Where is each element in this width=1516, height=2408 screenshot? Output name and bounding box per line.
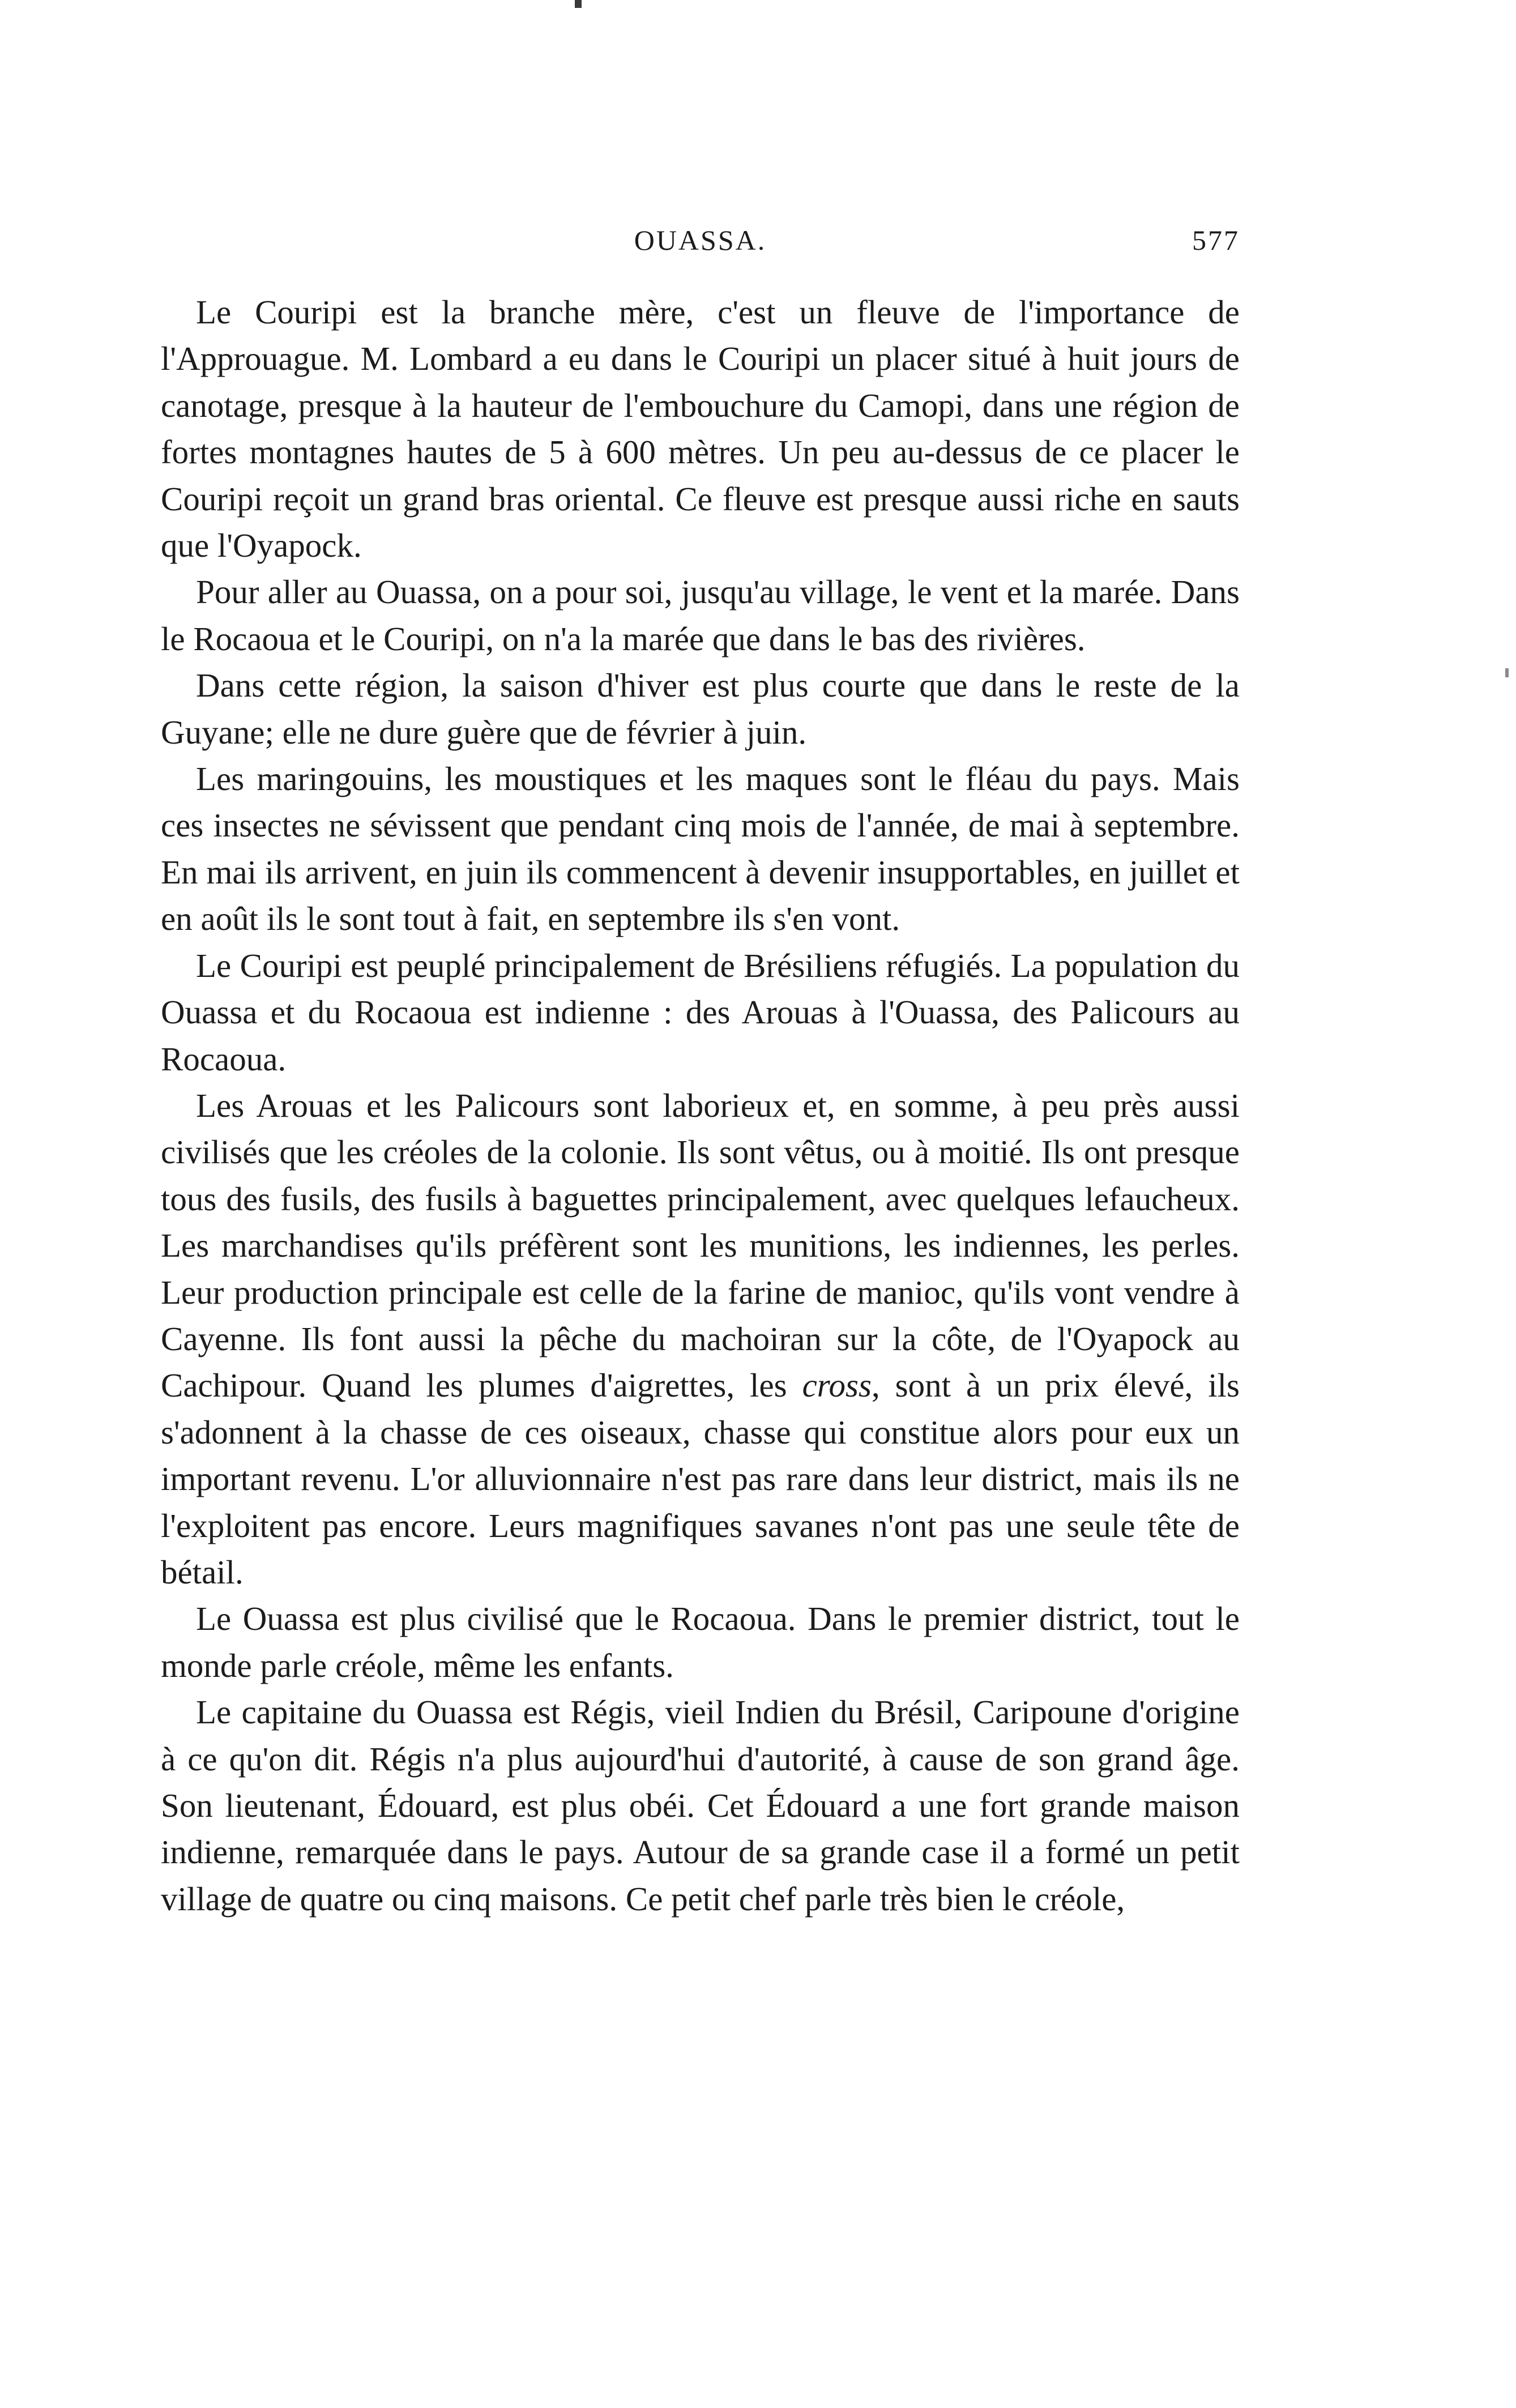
scan-edge-mark [1505, 668, 1509, 677]
italic-term: cross [802, 1367, 872, 1404]
paragraph: Le Couripi est peuplé principalement de Brésiliens réfugiés. La population du Ouassa et du Rocaoua est indienne : des Arouas à l'Ouassa, des Palicours au Rocaoua. [161, 946, 1240, 1078]
paragraph-text: Les Arouas et les Palicours sont laborieux et, en somme, à peu près aussi civilisés que les créoles de la colonie. Ils sont vêtus, ou à moitié. Ils ont presque tous des fusils, des fusils à baguettes principalement, avec quelques lefaucheux. Les marchandises qu'ils préfèrent sont les munitions, les indiennes, les perles. Leur production principale est celle de la farine de manioc, qu'ils vont vendre à Cayenne. Ils font aussi la pêche du machoiran sur la côte, de l'Oyapock au Cachipour. Quand les plumes d'aigrettes, les [161, 1086, 1240, 1404]
paragraph-text: , sont à un prix élevé, ils s'adonnent à la chasse de ces oiseaux, chasse qui constitue alors pour eux un important revenu. L'or alluvionnaire n'est pas rare dans leur district, mais ils ne l'exploitent pas encore. Leurs magnifiques savanes n'ont pas une seule tête de bétail. [161, 1367, 1240, 1591]
paragraph: Les maringouins, les moustiques et les maques sont le fléau du pays. Mais ces insectes ne sévissent que pendant cinq mois de l'année, de mai à septembre. En mai ils arrivent, en juin ils commencent à devenir insupportables, en juillet et en août ils le sont tout à fait, en septembre ils s'en vont. [161, 760, 1240, 938]
paragraph: Dans cette région, la saison d'hiver est plus courte que dans le reste de la Guyane; elle ne dure guère que de février à juin. [161, 667, 1240, 751]
paragraph: Le capitaine du Ouassa est Régis, vieil Indien du Brésil, Caripoune d'origine à ce qu'on dit. Régis n'a plus aujourd'hui d'autorité, à cause de son grand âge. Son lieutenant, Édouard, est plus obéi. Cet Édouard a une fort grande maison indienne, remarquée dans le pays. Autour de sa grande case il a formé un petit village de quatre ou cinq maisons. Ce petit chef parle très bien le créole, [161, 1693, 1240, 1918]
running-title: OUASSA. [634, 224, 767, 256]
paragraph: Le Ouassa est plus civilisé que le Rocaoua. Dans le premier district, tout le monde parle créole, même les enfants. [161, 1600, 1240, 1684]
paragraph: Pour aller au Ouassa, on a pour soi, jusqu'au village, le vent et la marée. Dans le Rocaoua et le Couripi, on n'a la marée que dans le bas des rivières. [161, 573, 1240, 657]
body-text [161, 289, 1240, 1922]
page-number: 577 [1192, 224, 1240, 256]
paragraph: Le Couripi est la branche mère, c'est un fleuve de l'importance de l'Approuague. M. Lombard a eu dans le Couripi un placer situé à huit jours de canotage, presque à la hauteur de l'embouchure du Camopi, dans une région de fortes montagnes hautes de 5 à 600 mètres. Un peu au-dessus de ce placer le Couripi reçoit un grand bras oriental. Ce fleuve est presque aussi riche en sauts que l'Oyapock. [161, 293, 1240, 565]
running-head [161, 224, 1240, 263]
scan-edge-mark [575, 0, 582, 8]
paragraph [161, 1082, 1240, 1595]
